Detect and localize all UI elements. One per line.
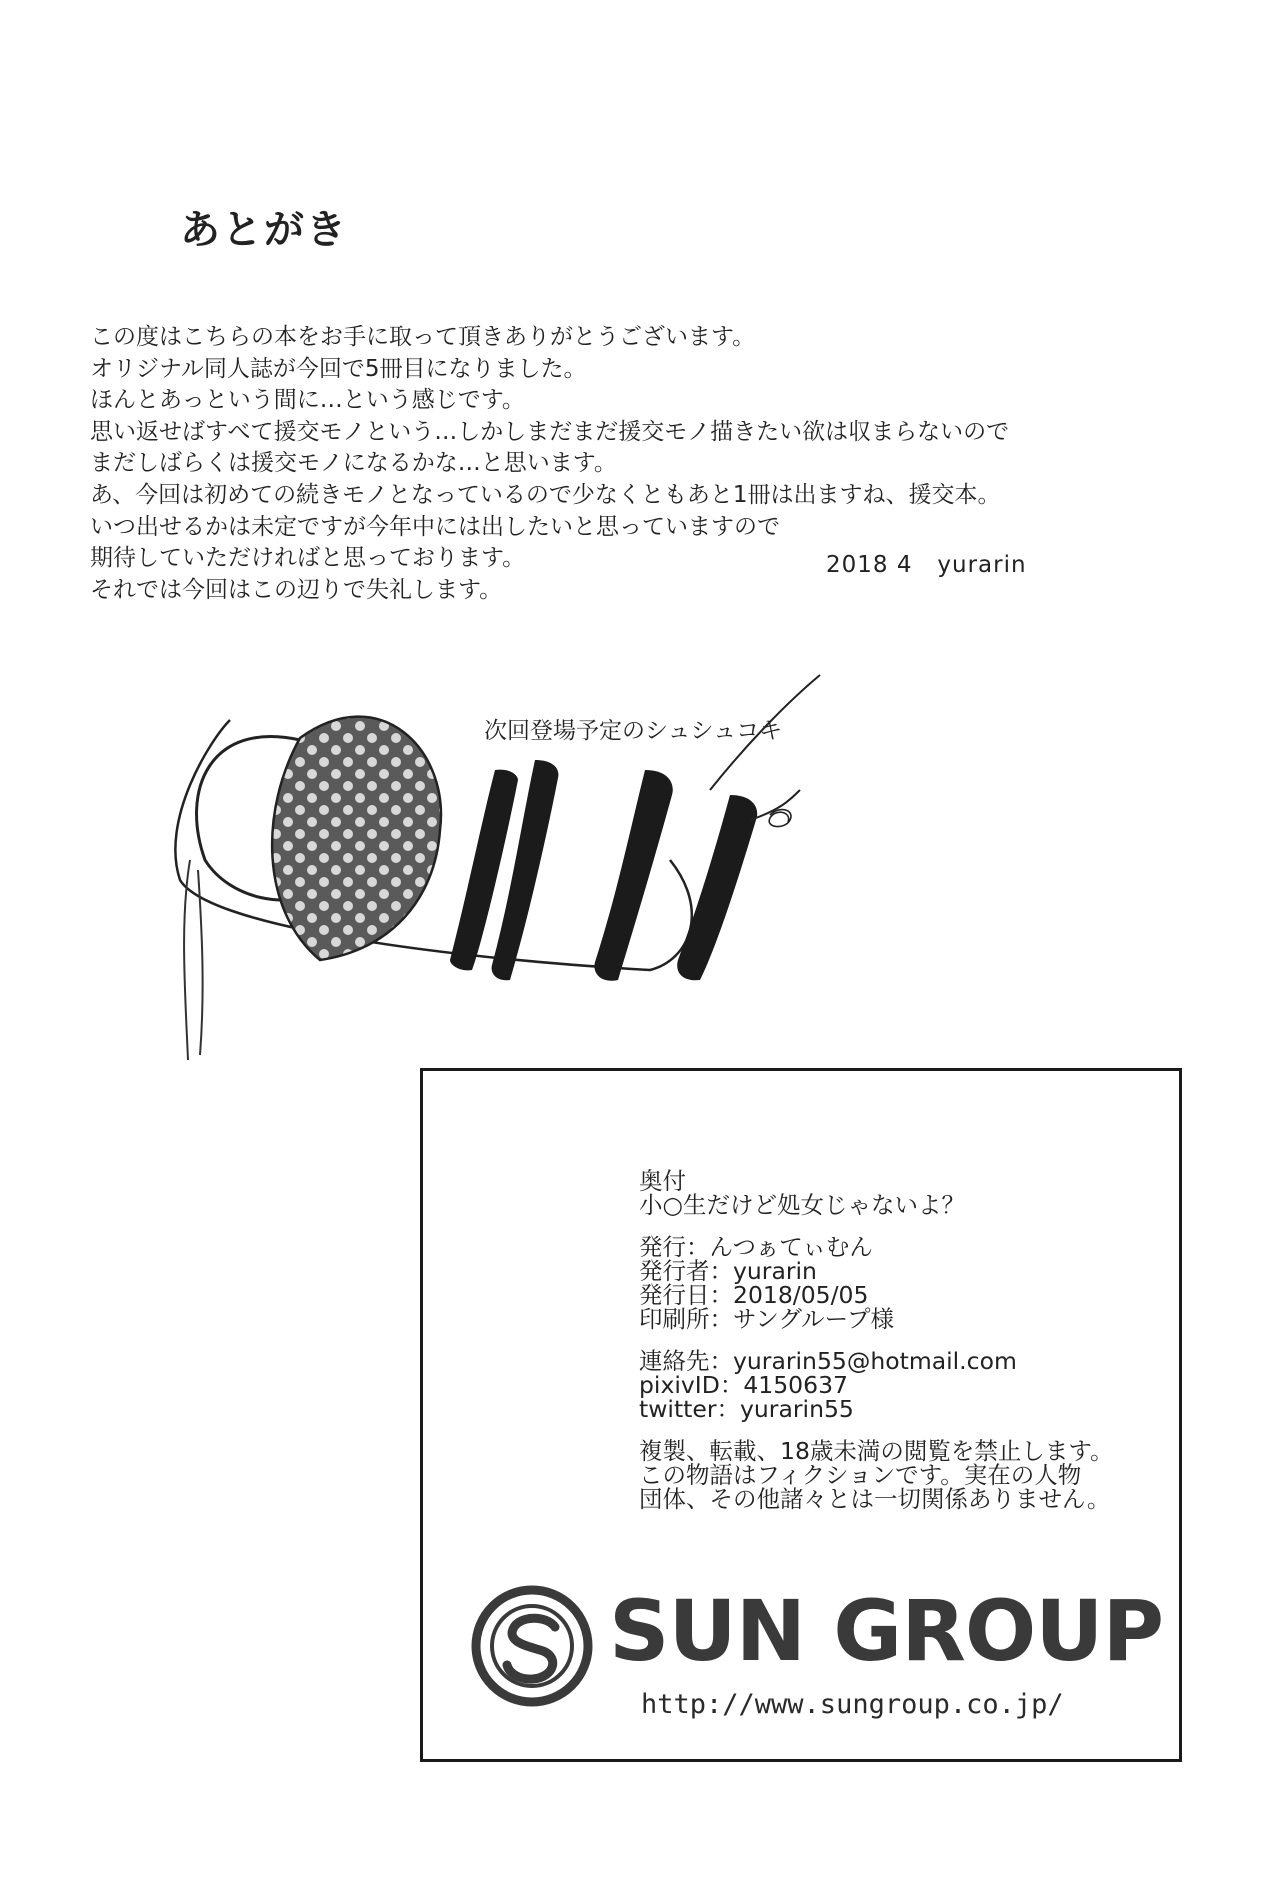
- colophon-box: [420, 1068, 1182, 1762]
- afterword-line: 思い返せばすべて援交モノという…しかしまだまだ援交モノ描きたい欲は収まらないので: [90, 418, 1010, 445]
- colophon-pixiv: pixivID：4150637: [639, 1371, 848, 1399]
- printer-logo-url: http://www.sungroup.co.jp/: [641, 1689, 1064, 1720]
- colophon-printer: 印刷所：サングループ様: [639, 1305, 894, 1333]
- afterword-line: ほんとあっという間に…という感じです。: [90, 387, 525, 414]
- afterword-line: いつ出せるかは未定ですが今年中には出したいと思っていますので: [90, 513, 780, 540]
- afterword-line: この度はこちらの本をお手に取って頂きありがとうございます。: [90, 324, 756, 350]
- sun-group-logo-icon: [471, 1585, 593, 1707]
- colophon-heading: 奥付: [639, 1167, 686, 1195]
- afterword-line: まだしばらくは援交モノになるかな…と思います。: [90, 450, 617, 477]
- afterword-title: あとがき: [180, 207, 348, 253]
- colophon-twitter: twitter：yurarin55: [639, 1395, 854, 1423]
- colophon-notice: 団体、その他諸々とは一切関係ありません。: [639, 1485, 1111, 1513]
- colophon-book-title: 小○生だけど処女じゃないよ？: [639, 1191, 966, 1219]
- colophon-issuer: 発行者：yurarin: [639, 1257, 817, 1285]
- colophon-text: [639, 1169, 1114, 1511]
- illustration-caption: 次回登場予定のシュシュコキ: [484, 718, 783, 744]
- afterword-line: それでは今回はこの辺りで失礼します。: [90, 576, 503, 603]
- colophon-notice: 複製、転載、18歳未満の閲覧を禁止します。: [639, 1437, 1114, 1465]
- afterword-line: オリジナル同人誌が今回で5冊目になりました。: [90, 355, 587, 382]
- colophon-contact: 連絡先：yurarin55@hotmail.com: [639, 1347, 1017, 1375]
- printer-logo: [471, 1582, 1164, 1725]
- afterword-signature: 2018 4 yurarin: [826, 552, 1027, 578]
- colophon-publisher: 発行：んつぁてぃむん: [639, 1233, 873, 1261]
- colophon-issue-date: 発行日：2018/05/05: [639, 1281, 869, 1309]
- afterword-line: あ、今回は初めての続きモノとなっているので少なくともあと1冊は出ますね、援交本。: [90, 481, 1001, 508]
- printer-logo-name: SUN GROUP: [609, 1582, 1164, 1680]
- afterword-line: 期待していただければと思っております。: [90, 545, 526, 572]
- colophon-notice: この物語はフィクションです。実在の人物: [639, 1461, 1082, 1489]
